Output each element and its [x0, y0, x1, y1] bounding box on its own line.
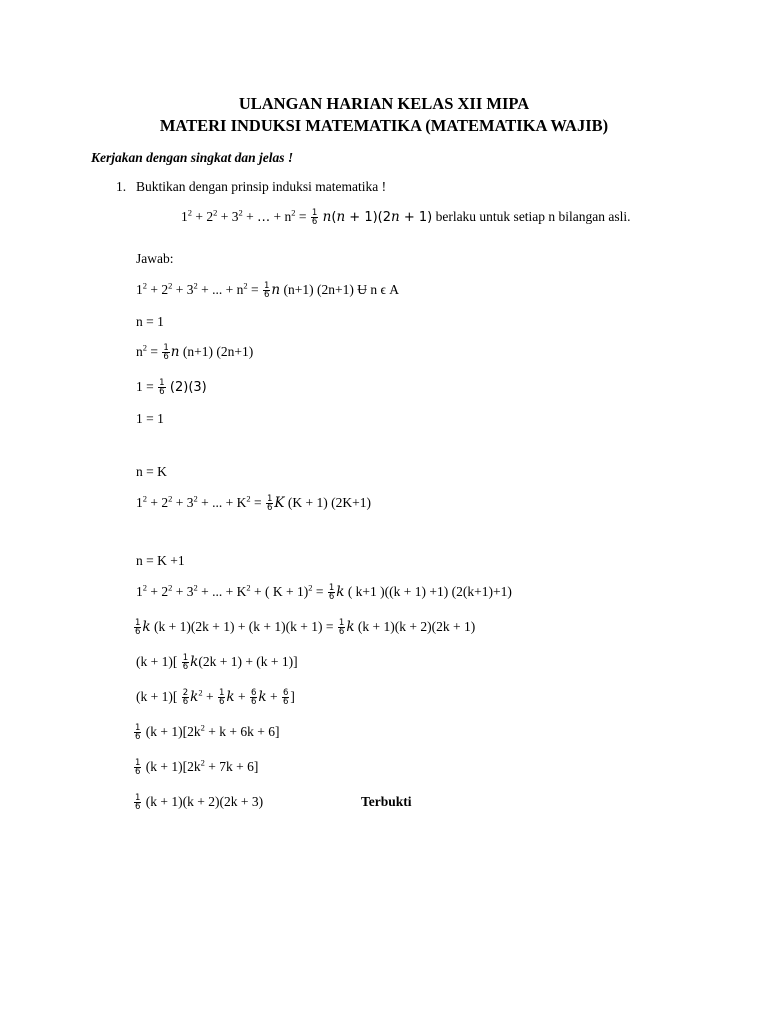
step-factor: (k + 1)[ $\frac{1}{6}$ k(2k + 1) + (k + 1)]: [136, 653, 298, 673]
title-line-1: ULANGAN HARIAN KELAS XII MIPA: [238, 94, 530, 113]
conclusion-label: Terbukti: [361, 794, 412, 809]
step-n-squared: $n^2$ = $\frac{1}{6}$ n (n+1) (2n+1): [136, 342, 254, 363]
step-1-equals-1: 1 = 1: [136, 411, 164, 426]
step-combine-1: $\frac{1}{6}$ $(k + 1)[2k^2 + k + 6k + 6]$: [135, 722, 280, 743]
step-n-equals-k: n = K: [136, 464, 167, 479]
question-formula: $1^2 + 2^2 + 3^2$ + … + $n^2$ = $\frac{1}{6}$ n(n + 1)(2n + 1) berlaku untuk setiap n bilangan asli.: [181, 207, 631, 228]
question-text: Buktikan dengan prinsip induksi matematika !: [136, 179, 387, 194]
step-distribute: (k + 1)[ $\frac{2}{6}$ $k^2$ + $\frac{1}{6}$ k + $\frac{6}{6}$ k + $\frac{6}{6}$ ]: [136, 687, 295, 708]
step-k-formula: $1^2 + 2^2 + 3^2$ + ... + $K^2$ = $\frac{1}{6}$ K (K + 1) (2K+1): [136, 493, 371, 514]
step-final: $\frac{1}{6}$ (k + 1)(k + 2)(2k + 3): [135, 793, 264, 813]
step-combine-2: $\frac{1}{6}$ $(k + 1)[2k^2 + 7k + 6]$: [135, 757, 259, 778]
step-substitute: 1 = $\frac{1}{6}$ (2)(3): [136, 378, 207, 398]
step-n-equals-k-plus-1: n = K +1: [136, 553, 185, 568]
answer-statement: $1^2 + 2^2 + 3^2$ + ... + $n^2$ = $\frac{1}{6}$ n (n+1) (2n+1) Ʉ n ϵ A: [136, 280, 400, 301]
question-formula-tail: berlaku untuk setiap n bilangan asli.: [435, 209, 631, 224]
question-number: 1.: [116, 179, 127, 194]
conclusion-text: [361, 793, 412, 811]
step-n-equals-1: n = 1: [136, 314, 164, 329]
title-line-2: MATERI INDUKSI MATEMATIKA (MATEMATIKA WAJIB): [159, 116, 609, 135]
step-k-plus-1-formula: $1^2 + 2^2 + 3^2$ + ... + $K^2$ + ( K + 1)$^2$ = $\frac{1}{6}$ k ( k+1 )((k + 1) +1) (2(k+1)+1): [136, 582, 512, 603]
step-expand-1: $\frac{1}{6}$ k (k + 1)(2k + 1) + (k + 1)(k + 1) = $\frac{1}{6}$ k (k + 1)(k + 2)(2k + 1): [135, 618, 476, 638]
answer-label: Jawab:: [136, 251, 174, 266]
instruction-text: Kerjakan dengan singkat dan jelas !: [91, 150, 294, 165]
